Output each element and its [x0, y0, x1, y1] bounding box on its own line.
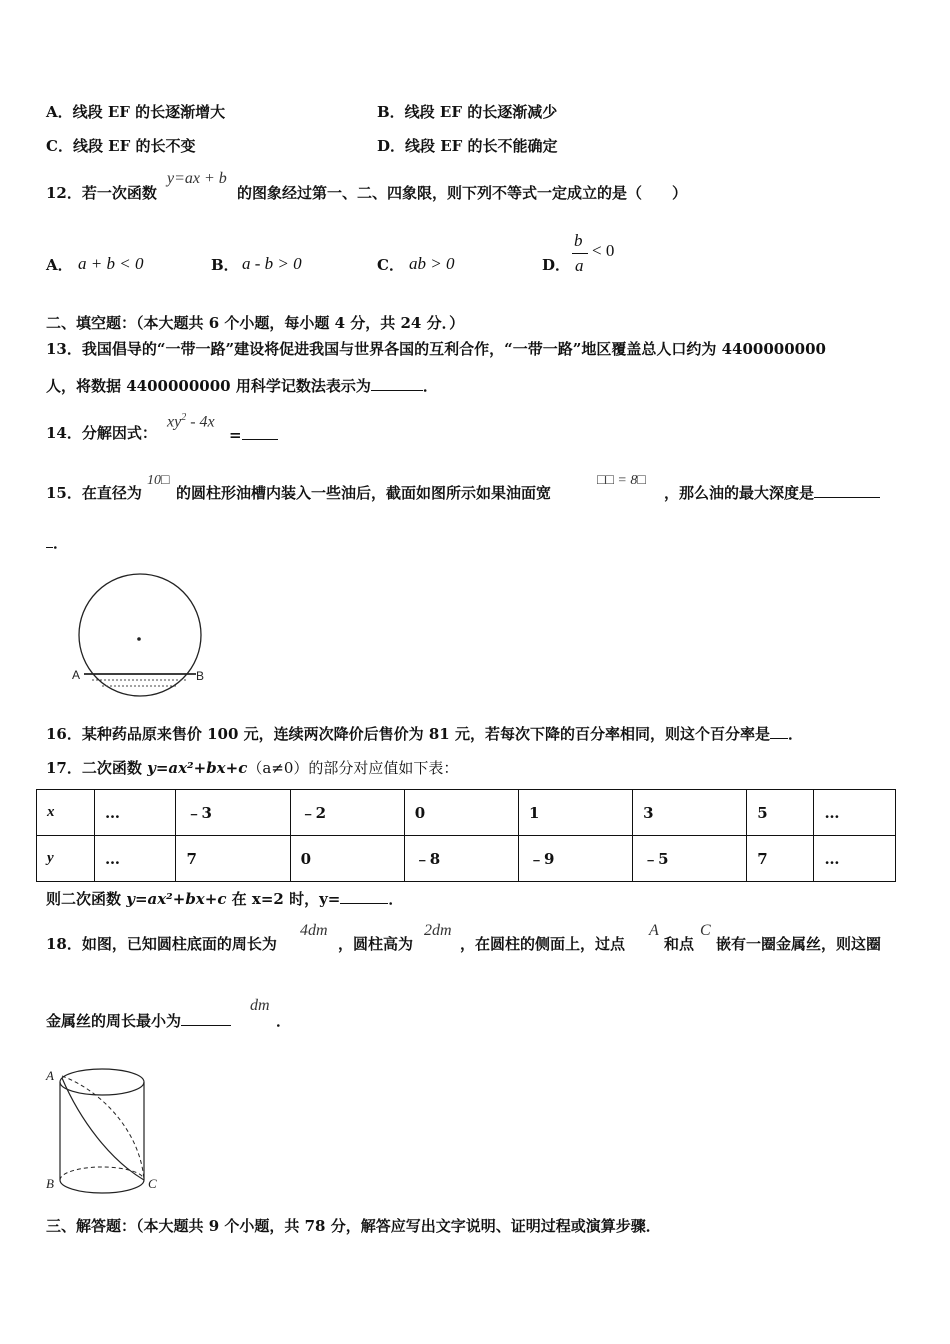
q18-suffix: 嵌有一圈金属丝，则这圈: [716, 935, 882, 953]
q17-line: [46, 758, 458, 778]
table-cell: 0: [290, 836, 404, 882]
table-cell: 1: [518, 790, 632, 836]
q12-suffix: 的图象经过第一、二、四象限，则下列不等式一定成立的是（ ）: [237, 184, 688, 202]
q13-answer-blank[interactable]: [371, 376, 423, 391]
q15-prefix: 15．在直径为: [46, 484, 142, 502]
q17-func: y=ax²+bx+c: [147, 759, 248, 777]
q15-center-point: [137, 637, 141, 641]
q12-option-b-expr: a - b > 0: [242, 254, 302, 273]
table-cell: ﹣8: [404, 836, 518, 882]
table-row: [37, 836, 896, 882]
q15-suffix-text: ，那么油的最大深度是: [664, 484, 815, 502]
q18-end: ．: [276, 1012, 292, 1030]
q18-height: 2dm: [424, 922, 452, 939]
cylinder-label-a: A: [46, 1068, 54, 1083]
q13-line2: [46, 376, 438, 396]
q18-mid3: 和点: [664, 935, 695, 953]
section-3-heading: 三、解答题：（本大题共 9 个小题，共 78 分，解答应写出文字说明、证明过程或演算步骤．: [46, 1217, 661, 1235]
q12-option-a-label: A．: [46, 256, 73, 274]
q13-line2-text: 人，将数据 4400000000 用科学记数法表示为: [46, 377, 371, 395]
cylinder-top-ellipse: [60, 1069, 144, 1095]
q17-after-line: [46, 889, 403, 909]
table-cell: …: [94, 836, 175, 882]
q15-circle-figure: [70, 572, 210, 697]
section-2-heading: 二、填空题：（本大题共 6 个小题，每小题 4 分，共 24 分．）: [46, 314, 465, 332]
q17-after-prefix: 则二次函数: [46, 890, 127, 908]
q11-option-a: A．线段 EF 的长逐渐增大: [46, 103, 226, 121]
cylinder-bottom-back: [60, 1167, 144, 1180]
table-cell: ﹣3: [176, 790, 290, 836]
q17-after-func: y=ax²+bx+c: [126, 890, 227, 908]
q18-perimeter: 4dm: [300, 922, 328, 939]
q18-prefix: 18．如图，已知圆柱底面的周长为: [46, 935, 277, 953]
wire-front-path: [62, 1078, 144, 1180]
table-cell: ﹣5: [633, 836, 747, 882]
q18-cylinder-figure: [40, 1060, 170, 1200]
q18-point-a: A: [649, 922, 659, 939]
q12-option-c-expr: ab > 0: [409, 254, 455, 273]
table-cell: y: [37, 836, 95, 882]
table-cell: …: [814, 790, 896, 836]
q12-formula: y=ax + b: [167, 170, 227, 187]
q14-equals: [229, 425, 278, 445]
q16-line: [46, 724, 803, 744]
q12-option-d-relation: < 0: [592, 241, 615, 260]
q15-diameter: 10□: [147, 473, 170, 488]
q16-text: 16．某种药品原来售价 100 元，连续两次降价后售价为 81 元，若每次下降的百分率相同，则这个百分率是: [46, 725, 770, 743]
q11-option-b: B．线段 EF 的长逐渐减少: [377, 103, 558, 121]
q18-mid2: ，在圆柱的侧面上，过点: [460, 935, 626, 953]
q16-answer-blank[interactable]: [770, 724, 788, 739]
q15-label-a: A: [72, 668, 81, 682]
q18-line2: [46, 1011, 231, 1031]
q14-answer-blank[interactable]: [242, 425, 278, 440]
q15-answer-blank[interactable]: [814, 483, 880, 498]
table-cell: ﹣9: [518, 836, 632, 882]
table-cell: 5: [747, 790, 814, 836]
table-cell: 7: [747, 836, 814, 882]
q12-option-d-label: D．: [542, 256, 571, 274]
q15-answer-blank-2[interactable]: [46, 533, 53, 548]
q18-answer-blank[interactable]: [181, 1011, 231, 1026]
table-cell: ﹣2: [290, 790, 404, 836]
q12-option-a-expr: a + b < 0: [78, 254, 144, 273]
q13-line1: 13．我国倡导的“一带一路”建设将促进我国与世界各国的互利合作，“一带一路”地区覆盖总人口约为 4400000000: [46, 340, 826, 358]
table-cell: x: [37, 790, 95, 836]
fraction-bar: [572, 253, 588, 254]
table-cell: …: [814, 836, 896, 882]
q17-prefix: 17．二次函数: [46, 759, 148, 777]
cylinder-label-b: B: [46, 1176, 54, 1191]
q15-label-b: B: [196, 669, 205, 683]
q14-expression: [167, 412, 215, 431]
q17-after-end: ．: [388, 890, 404, 908]
q17-after-mid: 在 x=2 时，y=: [226, 890, 341, 908]
q18-line2-text: 金属丝的周长最小为: [46, 1012, 182, 1030]
table-cell: 7: [176, 836, 290, 882]
table-cell: 0: [404, 790, 518, 836]
q18-unit: dm: [250, 997, 270, 1014]
q16-end: ．: [787, 725, 803, 743]
q17-answer-blank[interactable]: [340, 889, 388, 904]
q12-option-d-denominator: a: [575, 256, 584, 275]
q15-blank-continuation: [46, 533, 68, 553]
q15-width: □□ = 8□: [597, 473, 646, 488]
q11-option-d: D．线段 EF 的长不能确定: [377, 137, 558, 155]
q12-option-b-label: B．: [211, 256, 239, 274]
q12-prefix: 12．若一次函数: [46, 184, 157, 202]
q18-point-c: C: [700, 922, 711, 939]
cylinder-bottom-front: [60, 1180, 144, 1193]
table-cell: 3: [633, 790, 747, 836]
q14-expr-a: xy: [167, 413, 182, 431]
q11-option-c: C．线段 EF 的长不变: [46, 137, 196, 155]
q18-mid1: ，圆柱高为: [338, 935, 414, 953]
q17-value-table: [36, 789, 896, 882]
table-cell: …: [94, 790, 175, 836]
q15-circle: [79, 574, 201, 696]
q14-prefix: 14．分解因式：: [46, 424, 157, 442]
q17-cond: （a≠0）的部分对应值如下表：: [247, 759, 459, 777]
q15-suffix: [664, 483, 880, 503]
cylinder-label-c: C: [148, 1176, 157, 1191]
q12-option-c-label: C．: [377, 256, 404, 274]
q14-eq: =: [229, 426, 242, 444]
q13-end: ．: [422, 377, 438, 395]
q15-mid: 的圆柱形油槽内装入一些油后，截面如图所示如果油面宽: [176, 484, 552, 502]
q15-end: ．: [53, 534, 69, 552]
table-row: [37, 790, 896, 836]
q14-expr-sup: 2: [181, 412, 187, 423]
q14-expr-b: - 4x: [186, 413, 215, 431]
q12-option-d-numerator: b: [574, 231, 583, 250]
